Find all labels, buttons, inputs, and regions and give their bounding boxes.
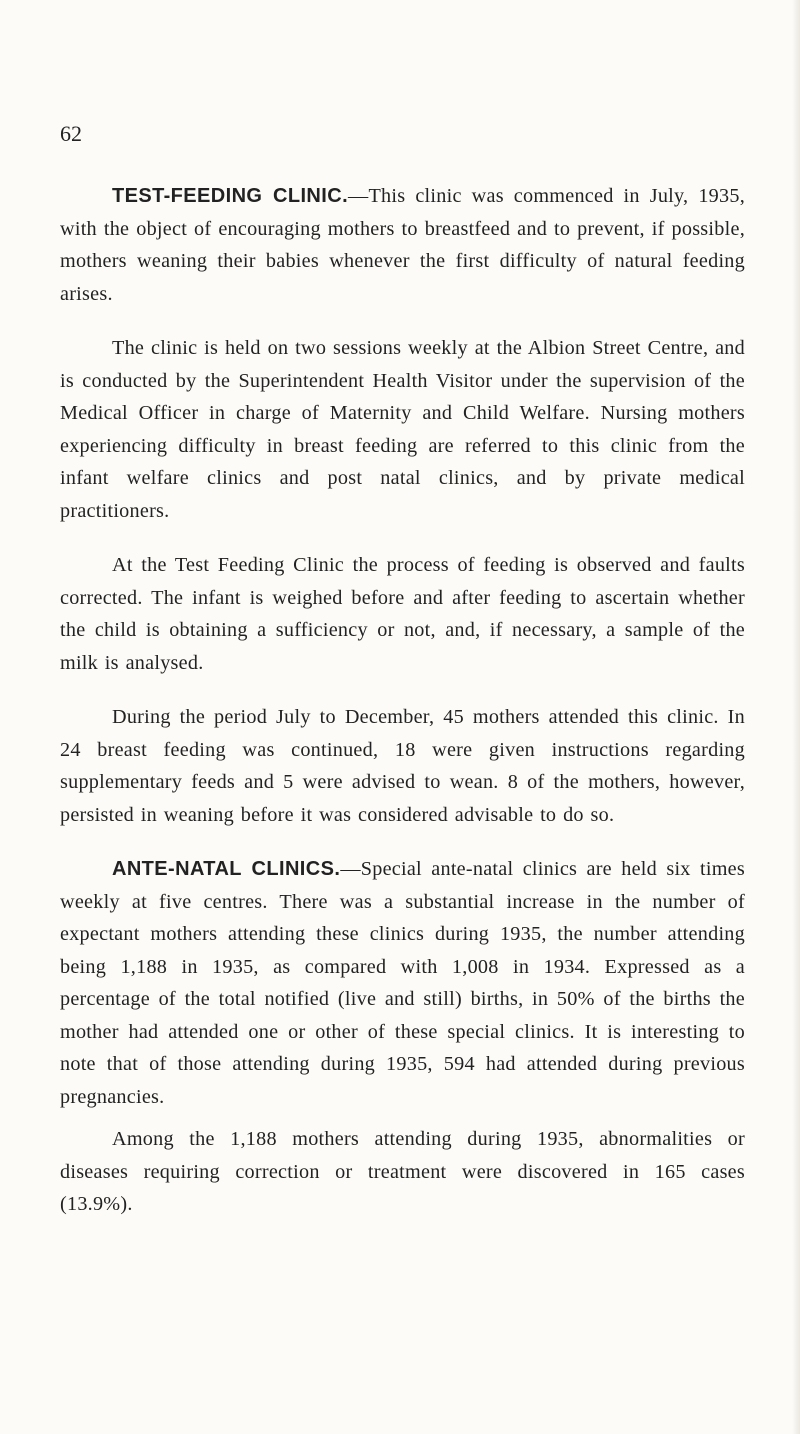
paragraph-text: Among the 1,188 mothers attending during 1935, abnormalities or diseases requiring correction or treatment were discovered in 165 cases (13.9%). — [60, 1128, 745, 1215]
paragraph-text: During the period July to December, 45 mothers attended this clinic. In 24 breast feeding was continued, 18 were given instructions regarding supplementary feeds and 5 were advised to wean. 8 of the mothers, however, persisted in weaning before it was considered advisable to do so. — [60, 706, 745, 826]
paragraph-feeding-process — [60, 549, 745, 679]
paragraph-attendance-results — [60, 701, 745, 831]
document-body — [60, 180, 745, 1243]
paragraph-text: —Special ante-natal clinics are held six times weekly at five centres. There was a substantial increase in the number of expectant mothers attending these clinics during 1935, the number attending being 1,188 in 1935, as compared with 1,008 in 1934. Expressed as a percentage of the total notified (live and still) births, in 50% of the births the mother had attended one or other of these special clinics. It is interesting to note that of those attending during 1935, 594 had attended during previous pregnancies. — [60, 858, 745, 1108]
paragraph-test-feeding-intro — [60, 180, 745, 310]
paragraph-abnormalities — [60, 1123, 745, 1221]
paragraph-clinic-sessions — [60, 332, 745, 527]
section-heading-test-feeding: TEST-FEEDING CLINIC. — [112, 185, 349, 207]
page-number: 62 — [60, 121, 82, 146]
section-heading-ante-natal: ANTE-NATAL CLINICS. — [112, 858, 341, 880]
paragraph-text: —This clinic was commenced in July, 1935, with the object of encouraging mothers to breastfeed and to prevent, if possible, mothers weaning their babies whenever the first difficulty of natural feeding arises. — [60, 185, 745, 305]
paragraph-ante-natal-intro — [60, 853, 745, 1113]
page-edge-shadow — [792, 0, 800, 1434]
paragraph-text: The clinic is held on two sessions weekly at the Albion Street Centre, and is conducted by the Superintendent Health Visitor under the supervision of the Medical Officer in charge of Maternity and Child Welfare. Nursing mothers experiencing difficulty in breast feeding are referred to this clinic from the infant welfare clinics and post natal clinics, and by private medical practitioners. — [60, 337, 745, 522]
paragraph-text: At the Test Feeding Clinic the process of feeding is observed and faults corrected. The infant is weighed before and after feeding to ascertain whether the child is obtaining a sufficiency or not, and, if necessary, a sample of the milk is analysed. — [60, 554, 745, 674]
